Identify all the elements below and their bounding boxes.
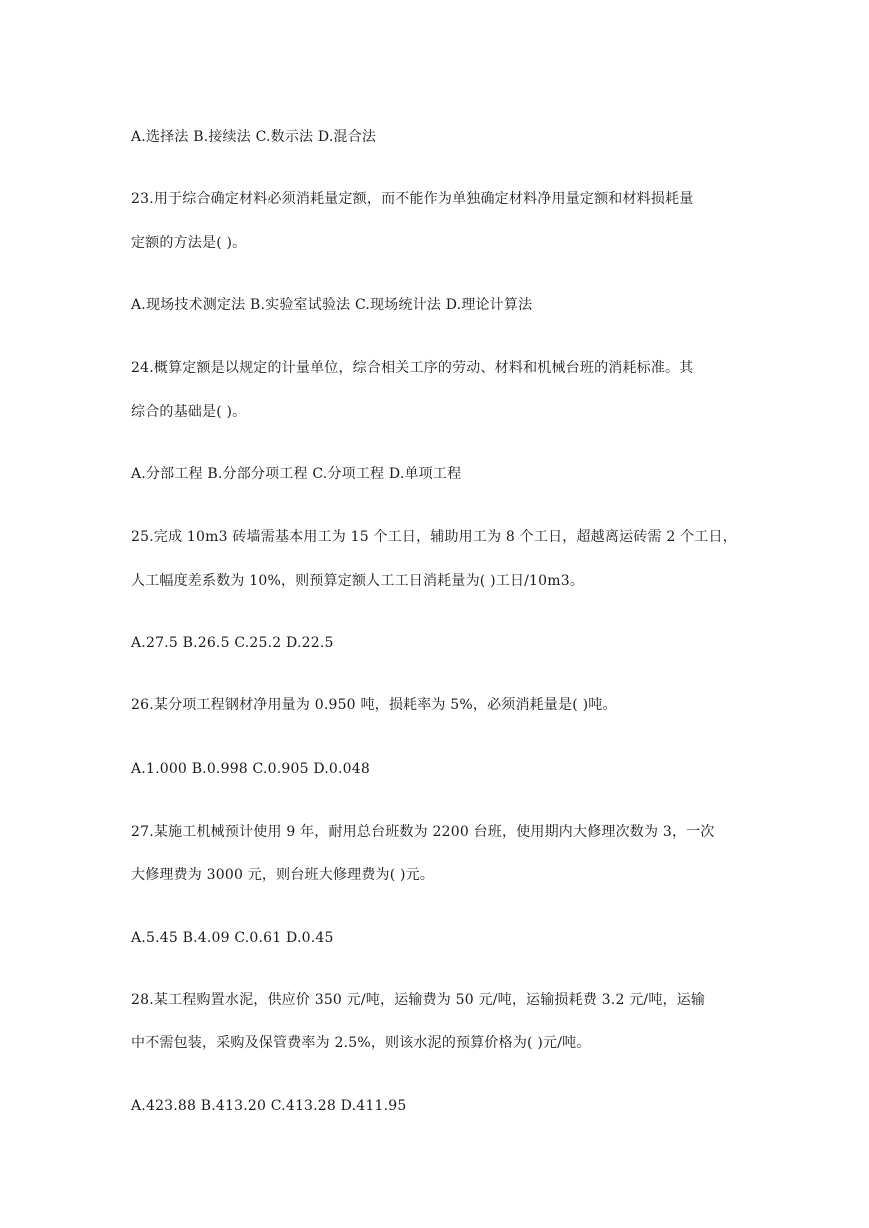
question-25-line-1: 25.完成 10m3 砖墙需基本用工为 15 个工日，辅助用工为 8 个工日，超越离运砖需 2 个工日，	[131, 529, 737, 545]
answer-options-23: A.现场技术测定法 B.实验室试验法 C.现场统计法 D.理论计算法	[131, 297, 533, 313]
answer-options-27: A.5.45 B.4.09 C.0.61 D.0.45	[131, 930, 334, 946]
question-27-line-2: 大修理费为 3000 元，则台班大修理费为( )元。	[131, 867, 435, 883]
answer-options-24: A.分部工程 B.分部分项工程 C.分项工程 D.单项工程	[131, 466, 462, 482]
answer-options-22: A.选择法 B.接续法 C.数示法 D.混合法	[131, 129, 377, 145]
question-27-line-1: 27.某施工机械预计使用 9 年，耐用总台班数为 2200 台班，使用期内大修理次数为 3，一次	[131, 824, 715, 840]
question-28-line-2: 中不需包装，采购及保管费率为 2.5%，则该水泥的预算价格为( )元/吨。	[131, 1035, 591, 1051]
answer-options-25: A.27.5 B.26.5 C.25.2 D.22.5	[131, 635, 334, 651]
question-23-line-2: 定额的方法是( )。	[131, 235, 247, 251]
question-23-line-1: 23.用于综合确定材料必须消耗量定额，而不能作为单独确定材料净用量定额和材料损耗量	[131, 191, 694, 207]
question-24-line-2: 综合的基础是( )。	[131, 404, 247, 420]
question-28-line-1: 28.某工程购置水泥，供应价 350 元/吨，运输费为 50 元/吨，运输损耗费 3.2 元/吨，运输	[131, 992, 706, 1008]
answer-options-28: A.423.88 B.413.20 C.413.28 D.411.95	[131, 1098, 407, 1114]
answer-options-26: A.1.000 B.0.998 C.0.905 D.0.048	[131, 761, 371, 777]
question-26-line-1: 26.某分项工程钢材净用量为 0.950 吨，损耗率为 5%，必须消耗量是( )吨。	[131, 697, 617, 713]
question-24-line-1: 24.概算定额是以规定的计量单位，综合相关工序的劳动、材料和机械台班的消耗标准。其	[131, 360, 694, 376]
question-25-line-2: 人工幅度差系数为 10%，则预算定额人工工日消耗量为( )工日/10m3。	[131, 573, 585, 589]
